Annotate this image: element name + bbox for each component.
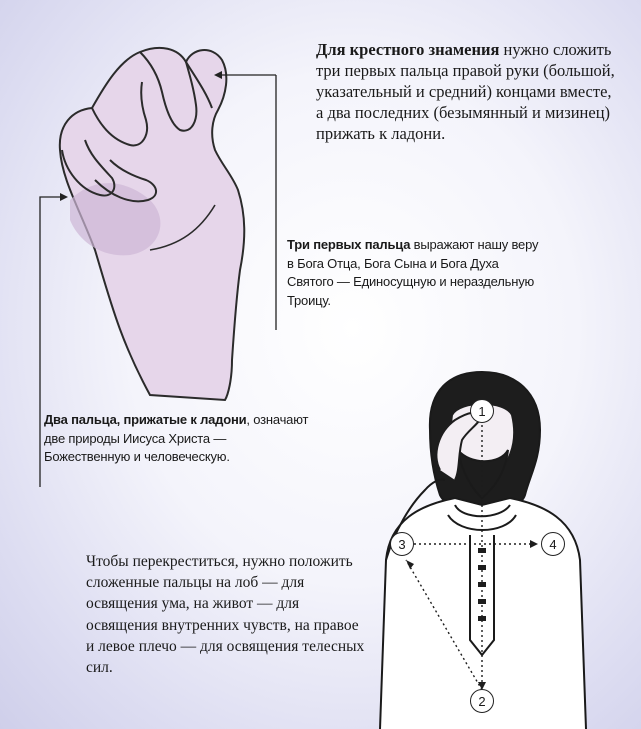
text-sign-of-cross-rest: нужно сложить три первых пальца правой руки (большой, указательный и средний) концами вместе, а два последних (безымянный и мизинец) прижать к ладони. (316, 40, 615, 143)
marker-belly: 2 (470, 689, 494, 713)
arrow-head-left (60, 193, 68, 201)
text-how-to-cross: Чтобы перекреститься, нужно положить сложенные пальцы на лоб — для освящения ума, на живот — для освящения внутренних чувств, на правое и левое плечо — для освящения телесных сил. (86, 553, 365, 677)
text-three-fingers (287, 236, 547, 310)
text-sign-of-cross (316, 39, 616, 144)
text-two-fingers-bold: Два пальца, прижатые к ладони (44, 412, 247, 427)
text-sign-of-cross-bold: Для крестного знамения (316, 40, 500, 59)
text-three-fingers-bold: Три первых пальца (287, 237, 411, 252)
hand-illustration (60, 48, 244, 400)
marker-right-shoulder: 3 (390, 532, 414, 556)
text-two-fingers-rest: , означают две природы Иисуса Христа — Божественную и человеческую. (44, 412, 309, 464)
marker-forehead: 1 (470, 399, 494, 423)
text-three-fingers-rest: выражают нашу веру в Бога Отца, Бога Сына и Бога Духа Святого — Единосущную и нераздельную Троицу. (287, 237, 539, 308)
text-two-fingers (44, 411, 314, 467)
marker-left-shoulder: 4 (541, 532, 565, 556)
